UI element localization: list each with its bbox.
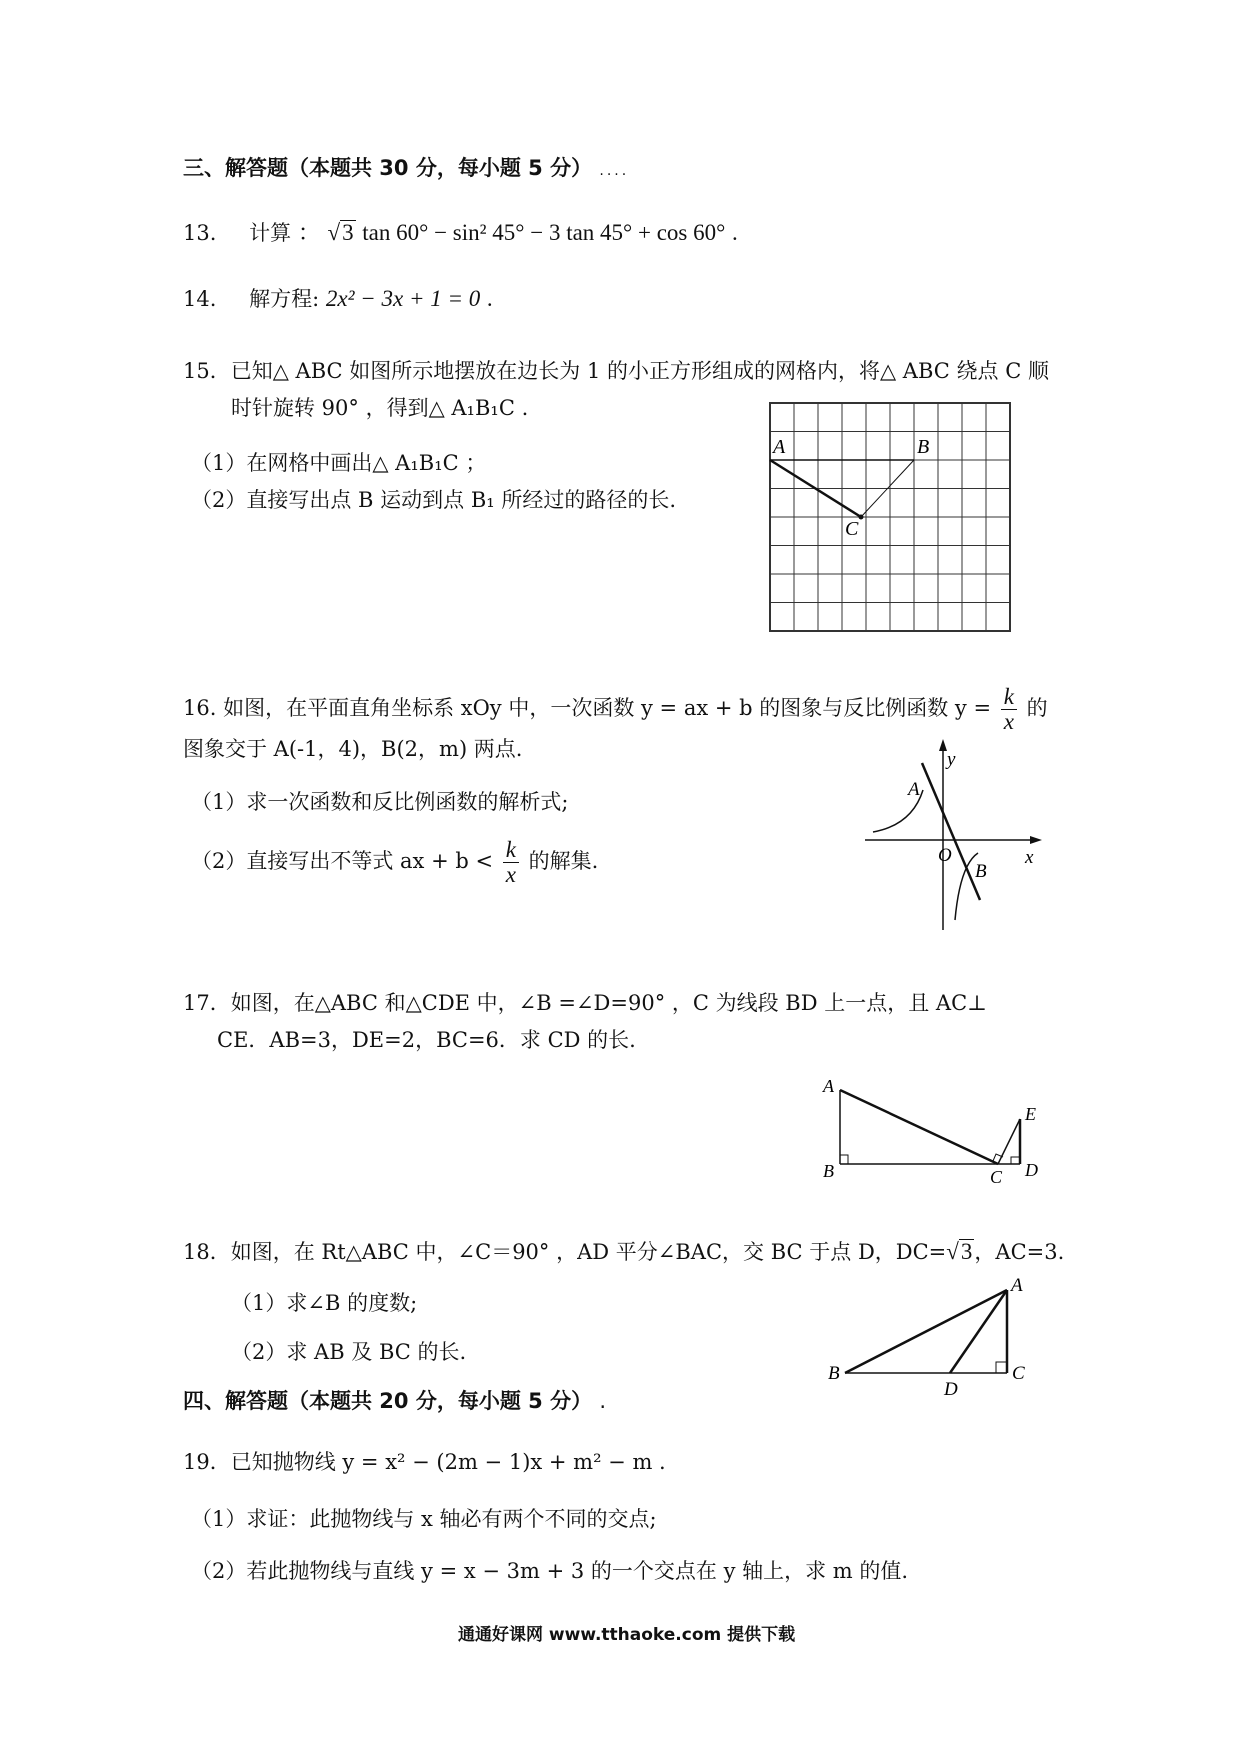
label-B: B <box>823 1161 834 1181</box>
question-17-line-1: 17．如图，在△ABC 和△CDE 中，∠B =∠D=90° ，C 为线段 BD 上一点，且 AC⊥ <box>183 991 987 1015</box>
question-18-part-1: （1）求∠B 的度数; <box>231 1291 418 1315</box>
question-15-line-2: 时针旋转 90° ，得到△ A₁B₁C . <box>231 396 529 420</box>
question-16-line-2: 图象交于 A(-1，4)，B(2，m) 两点. <box>183 737 523 761</box>
section-3-title: 三、解答题（本题共 30 分，每小题 5 分） .... <box>183 156 630 180</box>
question-19-part-1: （1）求证：此抛物线与 x 轴必有两个不同的交点; <box>191 1507 657 1531</box>
question-15-part-2: （2）直接写出点 B 运动到点 B₁ 所经过的路径的长. <box>191 488 677 512</box>
label-B: B <box>828 1363 840 1384</box>
question-18-line-1: 18．如图，在 Rt△ABC 中，∠C＝90° ，AD 平分∠BAC，交 BC 于点 D，DC=√3，AC=3. <box>183 1239 1065 1264</box>
label-D: D <box>1025 1160 1038 1180</box>
function-graph-figure <box>860 735 1050 935</box>
label-E: E <box>1025 1104 1036 1124</box>
question-17-line-2: CE．AB=3，DE=2，BC=6．求 CD 的长. <box>217 1028 636 1052</box>
question-15-line-1: 15．已知△ ABC 如图所示地摆放在边长为 1 的小正方形组成的网格内，将△ ABC 绕点 C 顺 <box>183 359 1049 383</box>
question-15-part-1: （1）在网格中画出△ A₁B₁C ； <box>191 451 487 475</box>
label-C: C <box>845 518 859 540</box>
label-A: A <box>1011 1275 1023 1296</box>
question-13: 13. 计算 ： √3 tan 60° − sin² 45° − 3 tan 45° + cos 60° . <box>183 220 738 245</box>
right-triangle-figure <box>820 1275 1040 1405</box>
label-x: x <box>1025 847 1034 868</box>
label-y: y <box>947 749 956 770</box>
triangles-figure <box>815 1075 1055 1185</box>
section-4-title: 四、解答题（本题共 20 分，每小题 5 分） . <box>183 1389 607 1413</box>
footer-watermark: 通通好课网 www.tthaoke.com 提供下载 <box>458 1625 796 1645</box>
label-A: A <box>823 1076 834 1096</box>
label-A: A <box>773 436 786 458</box>
label-B: B <box>975 861 987 882</box>
label-C: C <box>990 1167 1003 1185</box>
question-18-part-2: （2）求 AB 及 BC 的长. <box>231 1340 467 1364</box>
label-A: A <box>908 779 920 800</box>
question-16-line-1: 16. 如图，在平面直角坐标系 xOy 中，一次函数 y = ax + b 的图象与反比例函数 y = $\frac{k}{x}$ 的 <box>183 684 1048 735</box>
label-D: D <box>944 1379 958 1400</box>
label-B: B <box>917 436 930 458</box>
question-19-line-1: 19．已知抛物线 y = x² − (2m − 1)x + m² − m . <box>183 1450 666 1474</box>
question-16-part-2: （2）直接写出不等式 ax + b < $\frac{k}{x}$ 的解集. <box>191 837 599 888</box>
question-16-part-1: （1）求一次函数和反比例函数的解析式; <box>191 790 569 814</box>
question-19-part-2: （2）若此抛物线与直线 y = x − 3m + 3 的一个交点在 y 轴上，求 m 的值. <box>191 1559 909 1583</box>
grid-figure <box>765 395 1025 640</box>
label-O: O <box>938 845 952 866</box>
label-C: C <box>1012 1363 1025 1384</box>
question-14: 14. 解方程: 2x² − 3x + 1 = 0 . <box>183 286 493 311</box>
